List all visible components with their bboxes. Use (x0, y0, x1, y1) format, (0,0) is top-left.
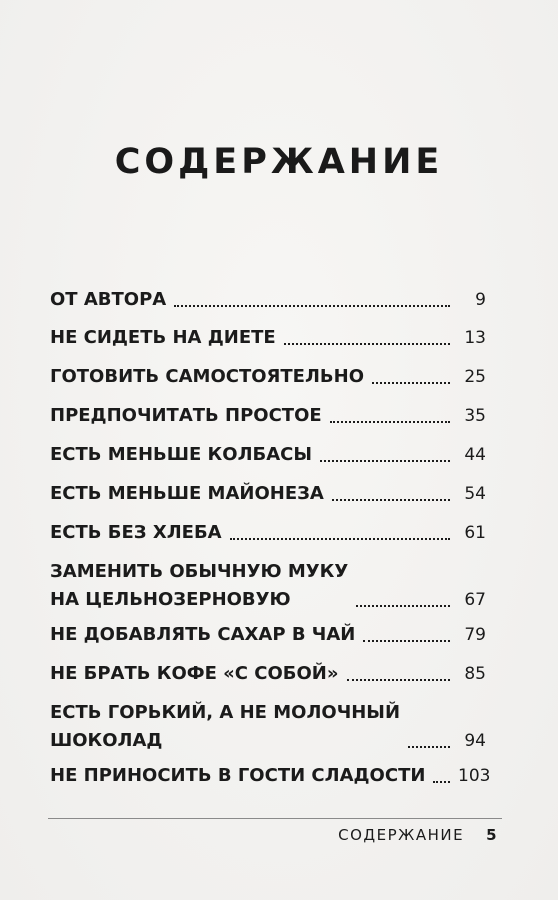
toc-entry-page: 103 (458, 766, 491, 786)
dot-leader (330, 421, 450, 423)
dot-leader (284, 343, 450, 345)
dot-leader (332, 499, 450, 501)
toc-entry-label: ЗАМЕНИТЬ ОБЫЧНУЮ МУКУ НА ЦЕЛЬНОЗЕРНОВУЮ (50, 561, 349, 610)
toc-entry (50, 441, 486, 469)
page-title: СОДЕРЖАНИЕ (114, 142, 444, 182)
toc-entry-label: ПРЕДПОЧИТАТЬ ПРОСТОЕ (50, 405, 322, 426)
toc-entry-label: НЕ ПРИНОСИТЬ В ГОСТИ СЛАДОСТИ (50, 765, 426, 786)
toc-entry-label: ГОТОВИТЬ САМОСТОЯТЕЛЬНО (50, 366, 365, 387)
toc-entry (50, 286, 486, 314)
toc-entry (50, 699, 486, 755)
footer-page-number: 5 (486, 826, 498, 844)
toc-entry-page: 13 (464, 328, 486, 348)
dot-leader (408, 746, 450, 748)
toc-entry-page: 67 (464, 590, 486, 610)
toc-entry (50, 402, 486, 430)
dot-leader (347, 679, 451, 681)
toc-entry (50, 363, 486, 391)
footer-divider (48, 818, 502, 819)
dot-leader (356, 605, 450, 607)
toc-entry-label: ЕСТЬ МЕНЬШЕ МАЙОНЕЗА (50, 483, 324, 504)
toc-entry-page: 44 (464, 445, 486, 465)
toc-entry-page: 35 (464, 406, 486, 426)
dot-leader (372, 382, 450, 384)
toc-entry-label: ЕСТЬ БЕЗ ХЛЕБА (50, 522, 222, 543)
toc-entry (50, 558, 486, 614)
toc-entry (50, 324, 486, 352)
toc-entry-label: НЕ СИДЕТЬ НА ДИЕТЕ (50, 327, 276, 348)
dot-leader (174, 305, 450, 307)
toc-entry (50, 660, 486, 688)
toc-entry-page: 54 (464, 484, 486, 504)
dot-leader (433, 781, 450, 783)
toc-entry-label: ОТ АВТОРА (50, 289, 167, 310)
toc-entry-page: 9 (475, 290, 486, 310)
toc-entry-page: 85 (464, 664, 486, 684)
toc-entry-page: 79 (464, 625, 486, 645)
toc-entry-label: ЕСТЬ МЕНЬШЕ КОЛБАСЫ (50, 444, 313, 465)
toc-entry-label: ЕСТЬ ГОРЬКИЙ, А НЕ МОЛОЧНЫЙ ШОКОЛАД (50, 702, 401, 751)
toc-entry-label: НЕ БРАТЬ КОФЕ «С СОБОЙ» (50, 663, 339, 684)
footer-section-title: СОДЕРЖАНИЕ (338, 826, 465, 844)
toc-entry-page: 25 (464, 367, 486, 387)
toc-entry (50, 480, 486, 508)
dot-leader (363, 640, 450, 642)
dot-leader (230, 538, 450, 540)
toc-entry (50, 762, 491, 790)
running-footer (338, 826, 498, 844)
dot-leader (320, 460, 450, 462)
toc-entry (50, 621, 486, 649)
toc-entry-page: 61 (464, 523, 486, 543)
toc-entry-page: 94 (464, 731, 486, 751)
toc-entry-label: НЕ ДОБАВЛЯТЬ САХАР В ЧАЙ (50, 624, 356, 645)
toc-entry (50, 519, 486, 547)
